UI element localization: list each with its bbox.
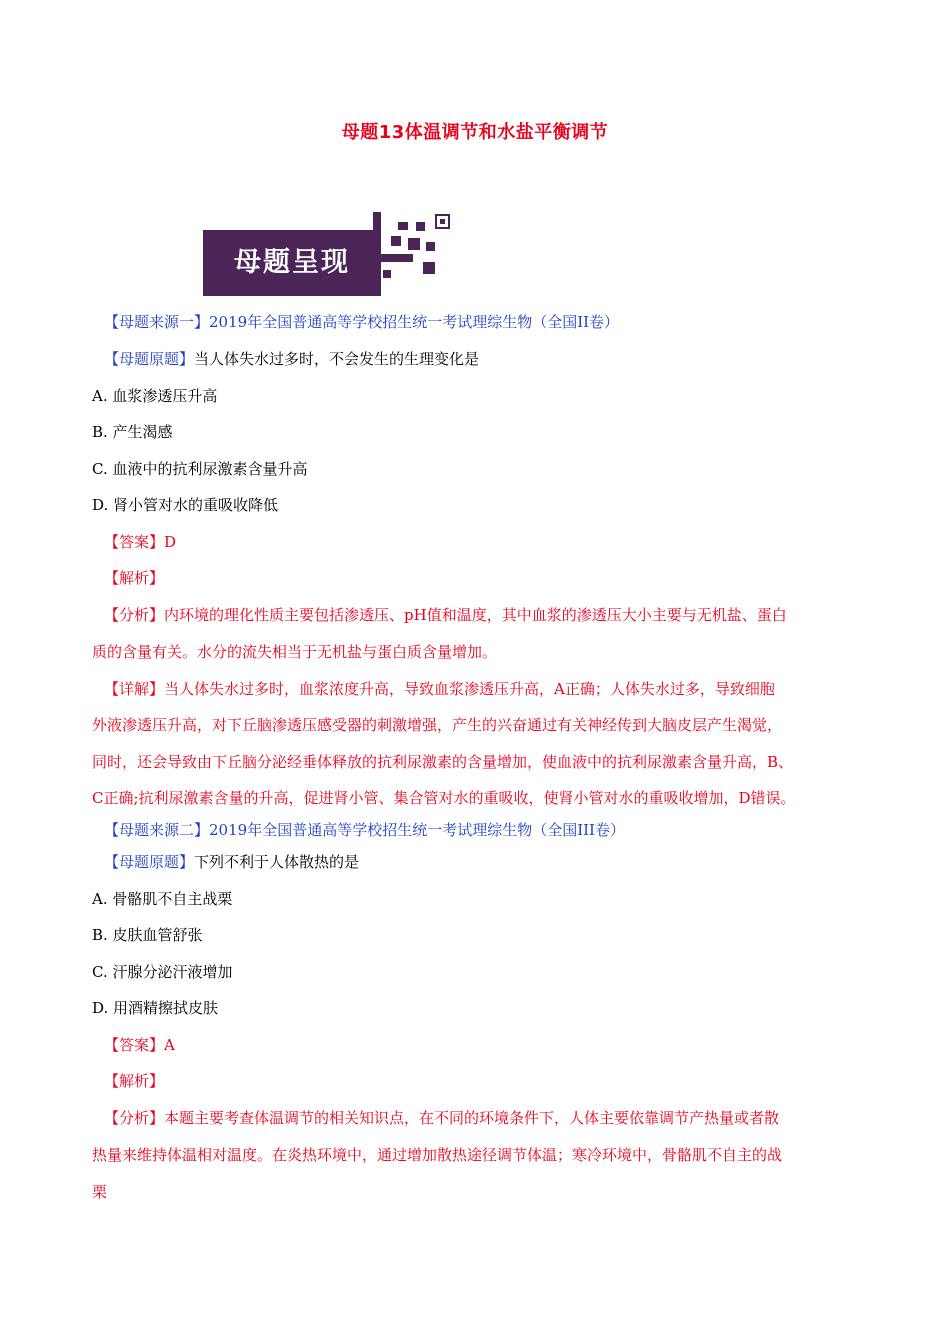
q2-stem-text: 下列不利于人体散热的是 <box>194 853 360 871</box>
q1-source-tag: 【母题来源一】 <box>104 313 210 331</box>
q2-answer-value: A <box>164 1036 175 1054</box>
q1-stem-text: 当人体失水过多时，不会发生的生理变化是 <box>194 350 480 368</box>
q2-analysis-tag: 【解析】 <box>104 1072 165 1090</box>
page-title: 母题13体温调节和水盐平衡调节 <box>341 122 609 143</box>
q1-stem <box>104 349 479 369</box>
q1-analysis-tag: 【解析】 <box>104 569 165 587</box>
q1-xiangjie-text-1: 当人体失水过多时，血浆浓度升高，导致血浆渗透压升高，A正确；人体失水过多，导致细胞 <box>164 680 775 698</box>
q1-option-d: D. 肾小管对水的重吸收降低 <box>92 496 279 514</box>
q2-option-a: A. 骨骼肌不自主战栗 <box>92 890 233 908</box>
qr-corner-icon <box>203 212 455 297</box>
q2-stem-tag: 【母题原题】 <box>104 853 195 871</box>
q1-xiangjie-line-3: 同时，还会导致由下丘脑分泌经垂体释放的抗利尿激素的含量增加，使血液中的抗利尿激素含量升高，B、 <box>92 753 794 771</box>
q2-answer-tag: 【答案】 <box>104 1036 165 1054</box>
q1-option-c: C. 血液中的抗利尿激素含量升高 <box>92 460 308 478</box>
q2-fenxi-line-3: 栗 <box>92 1183 108 1201</box>
q2-answer <box>104 1035 175 1055</box>
q1-option-a: A. 血浆渗透压升高 <box>92 387 218 405</box>
q1-source <box>104 312 619 332</box>
q1-stem-tag: 【母题原题】 <box>104 350 195 368</box>
q2-option-d: D. 用酒精擦拭皮肤 <box>92 999 219 1017</box>
q1-fenxi-text-1: 内环境的理化性质主要包括渗透压、pH值和温度，其中血浆的渗透压大小主要与无机盐、蛋白 <box>164 606 787 624</box>
q1-answer <box>104 532 176 552</box>
q1-xiangjie-tag: 【详解】 <box>104 680 165 698</box>
q2-fenxi-line-1 <box>104 1108 779 1128</box>
q2-option-c: C. 汗腺分泌汗液增加 <box>92 963 233 981</box>
q2-stem <box>104 852 359 872</box>
q1-option-b: B. 产生渴感 <box>92 423 173 441</box>
q2-fenxi-line-2: 热量来维持体温相对温度。在炎热环境中，通过增加散热途径调节体温；寒冷环境中，骨骼肌不自主的战 <box>92 1146 783 1164</box>
q1-xiangjie-line-4: C正确;抗利尿激素含量的升高，促进肾小管、集合管对水的重吸收，使肾小管对水的重吸收增加，D错误。 <box>92 789 796 807</box>
q1-answer-value: D <box>164 533 177 551</box>
q1-xiangjie-line-2: 外液渗透压升高，对下丘脑渗透压感受器的刺激增强，产生的兴奋通过有关神经传到大脑皮层产生渴觉， <box>92 716 783 734</box>
q1-xiangjie-line-1 <box>104 679 775 699</box>
section-banner <box>203 212 455 297</box>
banner-text: 母题呈现 <box>234 247 350 278</box>
q2-fenxi-tag: 【分析】 <box>104 1109 165 1127</box>
q1-fenxi-line-1 <box>104 605 787 625</box>
q2-source <box>104 820 625 840</box>
q2-source-text: 2019年全国普通高等学校招生统一考试理综生物（全国III卷） <box>209 821 625 839</box>
q1-fenxi-line-2: 质的含量有关。水分的流失相当于无机盐与蛋白质含量增加。 <box>92 643 498 661</box>
q2-fenxi-text-1: 本题主要考查体温调节的相关知识点，在不同的环境条件下，人体主要依靠调节产热量或者散 <box>164 1109 780 1127</box>
q2-source-tag: 【母题来源二】 <box>104 821 210 839</box>
q1-fenxi-tag: 【分析】 <box>104 606 165 624</box>
q1-answer-tag: 【答案】 <box>104 533 165 551</box>
q2-option-b: B. 皮肤血管舒张 <box>92 926 203 944</box>
q1-source-text: 2019年全国普通高等学校招生统一考试理综生物（全国II卷） <box>209 313 620 331</box>
